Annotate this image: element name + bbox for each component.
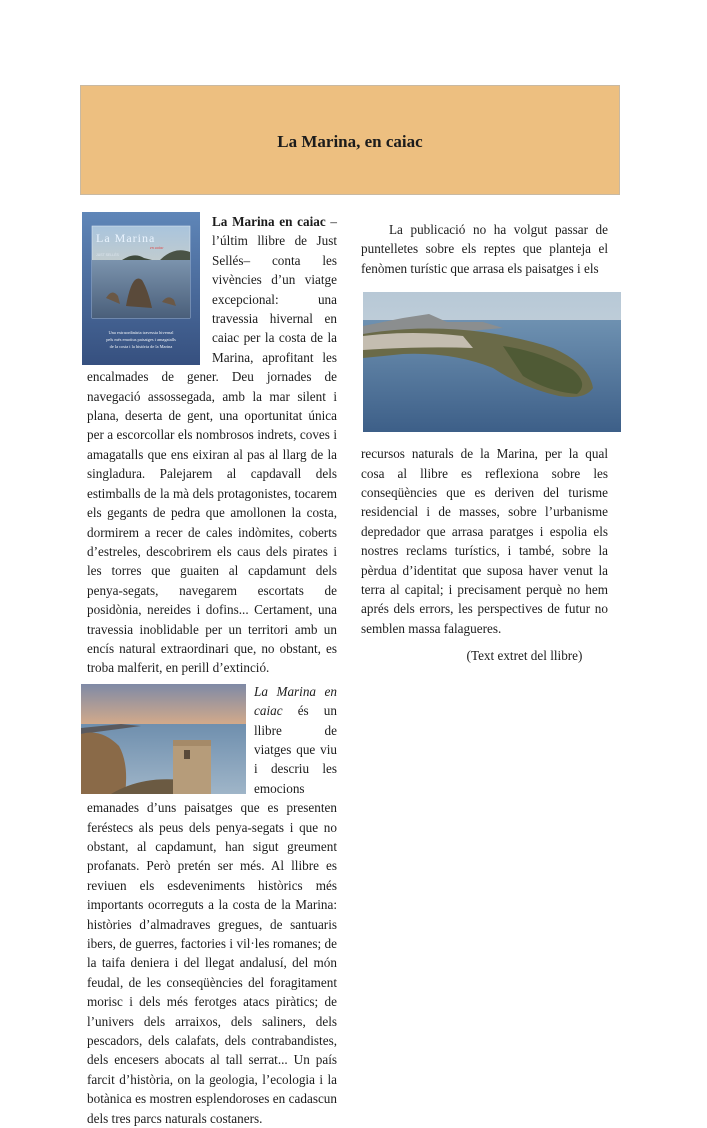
source-credit — [361, 646, 608, 665]
second-paragraph-text: és un llibre de viatges que viu i descriu les emocions emanades d’uns paisatges que es presenten feréstecs als peus dels penya-segats i que no obstant, al capdamunt, han sigut greument profanats. Però pretén ser més. Al llibre es reviuen els esdeveniments històrics més importants ocorreguts a la costa de la Marina: històries d’almadraves gregues, de santuaris ibers, de guerres, factories i vil·les romanes; de la taifa deniera i del llegat andalusí, del món feudal, de les conseqüències del foragitament morisc i dels més ferotges atacs piràtics; de l’univers dels arraixos, dels saliners, dels pescadors, dels calafats, dels contrabandistes, dels encesers abocats al tall serrat... Un país farcit d’història, on la geologia, l’ecologia i la botànica es mostren esplendoroses en cadascun dels tres parcs naturals costaners. — [87, 703, 337, 1126]
book-cover-title-suffix: en caiac — [150, 245, 164, 250]
source-credit-text: (Text extret del llibre) — [466, 648, 583, 664]
book-cover-author: JUST SELLÉS — [96, 253, 119, 257]
right-column — [361, 212, 608, 666]
book-title-italic: La Marina en caiac — [254, 683, 337, 719]
page-title: La Marina, en caiac — [277, 132, 423, 151]
book-cover-image — [82, 212, 200, 365]
book-cover-blurb-line: Una extraordinària travessia hivernal — [108, 330, 174, 335]
intro-text: –l’últim llibre de Just Sellés– conta les vivències d’un viatge excepcional: una travessia hivernal en caiac per la costa de la Marina, aprofitant les encalmades de gener. Deu jornades de navegació assossegada, amb la mar silent i plana, deserta de gent, una oportunitat única per a escorcollar els nombrosos indrets, coves i amagatalls que ens eixiran al pas al llarg de la singladura. Palejarem al capdavall dels estimballs de la mà dels protagonistes, tocarem els gegants de pedra que amollonen la costa, dormirem a recer de cales indòmites, coberts d’estreles, descobrirem els caus dels pirates i les torres que guaiten al capdamunt dels penya-segats, navegarem escortats de posidònia, nereides i dofins... Certament, una travessia inoblidable per un territori amb un encís natural extraordinari que, no obstant, es troba malferit, en perill d’extinció. — [87, 214, 338, 676]
third-paragraph-end: recursos naturals de la Marina, per la qual cosa al llibre es reflexiona sobre les conseqüències que es deriven del turisme residencial i de masses, sobre l’urbanisme depredador que arrasa paratges i espolia els nostres reclams turístics, i també, sobre la pèrdua d’identitat que suposa haver venut la terra al capital; i precisament perquè no hem aprés dels errors, les perspectives de futur no semblen massa falagueres. — [361, 446, 608, 636]
book-cover-title: La Marina — [96, 231, 156, 245]
book-cover-blurb-line: de la costa i la història de la Marina — [109, 344, 173, 349]
title-banner — [80, 85, 620, 195]
coastline-photo — [363, 292, 621, 432]
third-paragraph-start: La publicació no ha volgut passar de puntelletes sobre els reptes que planteja el fenòmen turístic que arrasa els paisatges i els — [361, 222, 608, 276]
book-title-bold: La Marina en caiac — [212, 214, 326, 229]
watchtower-art — [81, 684, 246, 794]
book-cover-blurb-line: pels més emotius paisatges i amagatalls — [106, 337, 176, 342]
left-column — [87, 212, 337, 1128]
watchtower-photo — [81, 684, 246, 794]
book-cover-art — [82, 212, 200, 365]
